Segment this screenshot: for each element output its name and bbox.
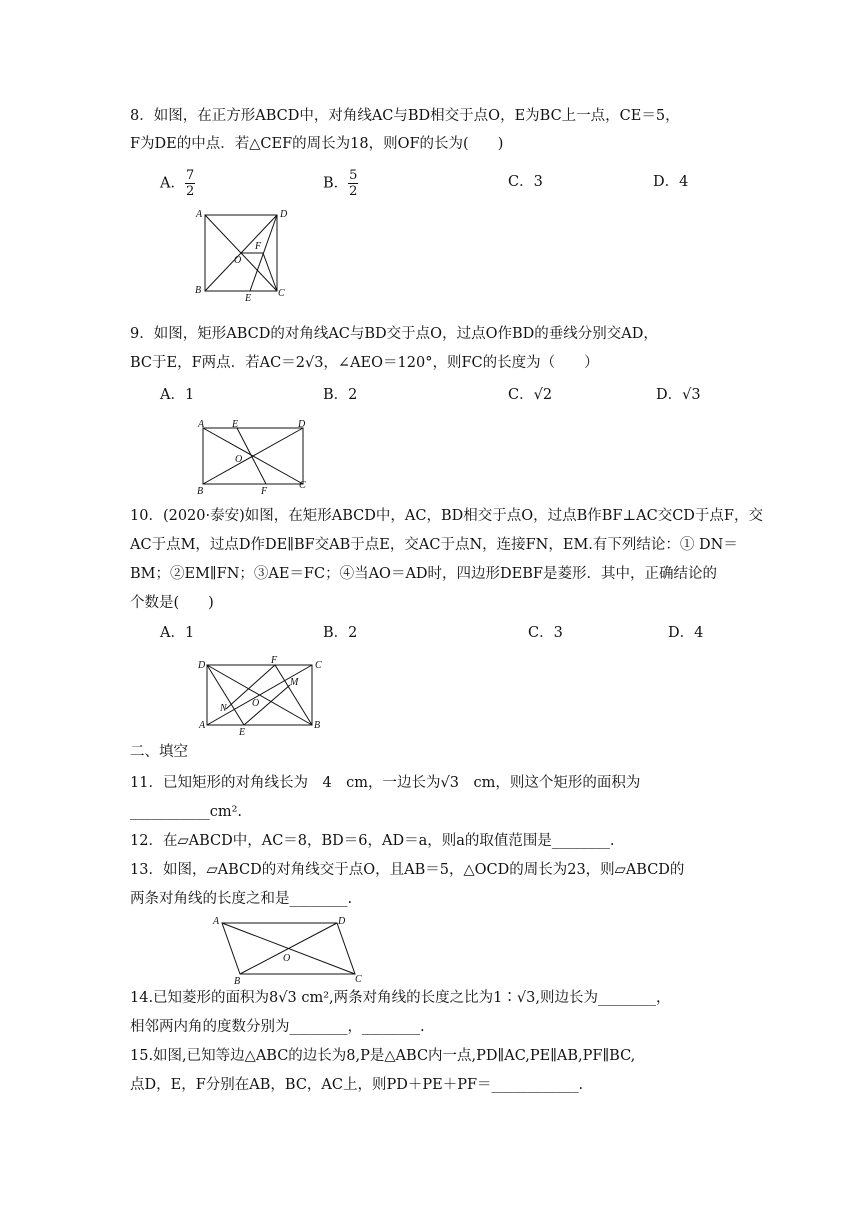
q9-label-d: D [298, 419, 306, 430]
q9-label-f: F [261, 486, 268, 497]
q10-text-line3: BM；②EM∥FN；③AE＝FC；④当AO＝AD时，四边形DEBF是菱形．其中，正确结论的 [130, 566, 717, 582]
q10-text-line1: 10．(2020·泰安)如图，在矩形ABCD中，AC，BD相交于点O，过点B作BF⊥AC交CD于点F，交 [130, 508, 763, 524]
q10-option-a: A．1 [160, 625, 195, 641]
q14-text-line1: 14.已知菱形的面积为8√3 cm²,两条对角线的长度之比为1∶√3,则边长为________， [130, 990, 671, 1006]
q10-label-f: F [271, 655, 278, 666]
q8-option-b-numerator: 5 [349, 168, 358, 183]
q9-option-b: B．2 [323, 387, 358, 403]
q8-option-a-denominator: 2 [185, 184, 195, 199]
q15-text-line1: 15.如图,已知等边△ABC的边长为8,P是△ABC内一点,PD∥AC,PE∥AB,PF∥BC, [130, 1048, 636, 1064]
q10-option-d: D．4 [668, 625, 704, 641]
q10-label-b: B [314, 720, 321, 731]
q15-text-line2: 点D，E，F分别在AB，BC，AC上，则PD＋PE＋PF＝____________. [130, 1077, 584, 1093]
q9-label-b: B [197, 486, 204, 497]
q11-text-line2: ___________cm². [130, 804, 243, 820]
q13-figure-parallelogram [205, 912, 370, 987]
section-title-fill-in: 二、填空 [130, 744, 188, 760]
q10-text-line2: AC于点M，过点D作DE∥BF交AB于点E，交AC于点N，连接FN，EM.有下列结论：① DN＝ [130, 537, 738, 553]
q9-label-o: O [235, 454, 243, 465]
q12-text-line1: 12．在▱ABCD中，AC＝8，BD＝6，AD＝a，则a的取值范围是________. [130, 833, 615, 849]
q8-text-line1: 8．如图，在正方形ABCD中，对角线AC与BD相交于点O，E为BC上一点，CE＝5， [130, 108, 680, 124]
q13-diagonal-bd [240, 923, 337, 974]
q13-label-c: C [355, 974, 362, 985]
q8-text-line2: F为DE的中点．若△CEF的周长为18，则OF的长为( ) [130, 136, 504, 152]
q8-segment-fc [263, 253, 277, 291]
q8-option-c: C．3 [508, 174, 543, 190]
q10-label-o: O [252, 698, 260, 709]
q9-label-c: C [299, 480, 306, 491]
q10-label-d: D [198, 660, 206, 671]
q10-label-n: N [220, 703, 227, 714]
q10-label-c: C [315, 660, 322, 671]
q9-label-e: E [232, 419, 239, 430]
q10-text-line4: 个数是( ) [130, 595, 214, 611]
q8-option-a-fraction [185, 168, 195, 199]
q9-text-line2: BC于E，F两点．若AC＝2√3，∠AEO＝120°，则FC的长度为（ ） [130, 355, 599, 371]
q8-option-b-denominator: 2 [349, 184, 358, 199]
q10-option-c: C．3 [528, 625, 563, 641]
q10-label-m: M [290, 677, 299, 688]
q9-option-a: A．1 [160, 387, 195, 403]
q8-option-b [323, 168, 358, 199]
q8-option-d: D．4 [653, 174, 689, 190]
q10-label-a: A [199, 720, 206, 731]
q8-option-a-label: A． [160, 175, 185, 192]
q11-text-line1: 11．已知矩形的对角线长为 4 cm，一边长为√3 cm，则这个矩形的面积为 [130, 775, 641, 791]
q9-text-line1: 9．如图，矩形ABCD的对角线AC与BD交于点O，过点O作BD的垂线分别交AD， [130, 326, 658, 342]
q8-option-a [160, 168, 195, 199]
q9-figure-rectangle [195, 418, 315, 498]
q8-figure-square [190, 205, 300, 305]
q8-label-a: A [196, 209, 203, 220]
q8-option-b-label: B． [323, 175, 349, 192]
q14-text-line2: 相邻两内角的度数分别为________，________. [130, 1019, 425, 1035]
q13-text-line1: 13．如图，▱ABCD的对角线交于点O，且AB＝5，△OCD的周长为23，则▱ABCD的 [130, 862, 685, 878]
q13-label-d: D [338, 916, 346, 927]
q8-label-c: C [278, 288, 285, 299]
q10-segment-bf [275, 665, 312, 725]
q8-label-d: D [280, 209, 288, 220]
q8-label-b: B [195, 285, 202, 296]
q8-label-e: E [245, 293, 252, 304]
q8-option-a-numerator: 7 [185, 168, 195, 183]
q10-figure-rectangle [195, 655, 330, 740]
q10-segment-de [207, 665, 244, 725]
q9-label-a: A [198, 419, 205, 430]
q13-label-o: O [283, 953, 291, 964]
q13-text-line2: 两条对角线的长度之和是________. [130, 891, 353, 907]
q8-label-o: O [234, 255, 242, 266]
q9-option-c: C．√2 [508, 387, 553, 403]
q8-label-f: F [255, 241, 262, 252]
q9-option-d: D．√3 [656, 387, 701, 403]
q10-segment-fn [226, 665, 275, 709]
q10-option-b: B．2 [323, 625, 358, 641]
q13-label-b: B [234, 976, 241, 987]
q13-label-a: A [213, 916, 220, 927]
q10-label-e: E [239, 727, 246, 738]
q8-option-b-fraction [348, 168, 358, 199]
